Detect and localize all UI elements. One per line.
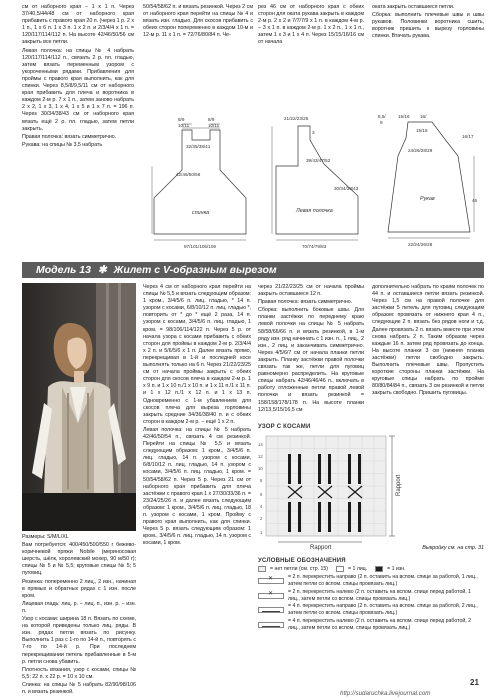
row-number: 10 bbox=[258, 466, 263, 471]
paragraph: через 21/22/23/25 см от начала проймы закрыть оставшиеся 12 п. bbox=[258, 284, 364, 298]
paragraph: Резинка: попеременно 2 лиц., 2 изн., начиная в прямых и обратных рядах с 1 изн. после кром. bbox=[22, 578, 136, 599]
paragraph: Размеры: S/M/L/XL bbox=[22, 534, 69, 540]
cable-right-icon bbox=[258, 607, 284, 613]
section-title: УСЛОВНЫЕ ОБОЗНАЧЕНИЯ bbox=[258, 558, 346, 564]
paragraph: Правая полочка: вязать симметрично. bbox=[258, 299, 353, 306]
paragraph: Сборка: выполнить плечевые швы и швы рукавов. Половинки воротника сшить, воротник пришить к вырезу горловины спинки. Втачать рукава. bbox=[372, 12, 484, 40]
legend-text: = 4 п. перекрестить направо (2 п. оставить на вспом. спице за работой, 2 лиц., затем петли со вспом. спицы провязать лиц.) bbox=[288, 603, 478, 617]
paragraph: Сборка: выполнить боковые швы. Для планки застёжки по переднему краю левой полочки на спицы № 5 набрать 58/58/66/66 п. и вязать резинкой, в 1-м ряду изн. ряд начинать с 1 изн. п., 1 лиц., 2 изн., 2 лиц. и заканчивать симметрично. Через 4/5/6/7 см от начала планки петли закрыть. Планку застёжки правой полочки связать так же, петли для пуговиц равномерно распределить. На круговые спицы набрать 42/46/46/46 п., включать в работу отложенные петли правой левой полочки и вязать резинкой = 158/158/178/178 п. На высоте планки 12/13,5/15/16,5 см bbox=[258, 307, 364, 413]
model-title-banner bbox=[22, 262, 484, 278]
piece-label: Рукав bbox=[420, 196, 435, 202]
model-photo bbox=[22, 283, 136, 531]
dimension-label: 39/43/47/52 bbox=[306, 158, 331, 163]
row-number: 12 bbox=[258, 454, 263, 459]
legend-text: = 4 п. перекрестить налево (2 п. оставить на вспом. спице перед работой, 2 лиц., затем петли со вспом. спицы провязать лиц.) bbox=[288, 618, 472, 632]
legend-text: = 2 п. перекрестить направо (2 п. оставить на вспом. спице за работой, 1 лиц., затем петли со вспом. спицы провязать лиц.) bbox=[288, 573, 478, 587]
dimension-label: 8/9 bbox=[208, 117, 215, 122]
text-column bbox=[372, 4, 484, 41]
cable-pattern-section bbox=[258, 424, 484, 557]
dimension-label: 21/22/23/25 bbox=[284, 116, 309, 121]
legend-item bbox=[258, 603, 484, 617]
pattern-reference: Выкройку см. на стр. 31 bbox=[422, 545, 484, 551]
row-number: 4 bbox=[260, 504, 263, 509]
dimension-label: 46 bbox=[472, 198, 478, 203]
legend-text: = нет петли (см. стр. 15) bbox=[270, 565, 329, 572]
row-number: 2 bbox=[260, 516, 263, 521]
dimension-label: 24/26/28/29 bbox=[408, 148, 433, 153]
paragraph: Лицевая гладь: лиц. р. − лиц. п., изн. р. − изн. п. bbox=[22, 600, 136, 614]
paragraph: Вам потребуется: 400/450/500/550 г бежево-коричневой пряжи Nobile (мериносовая шерсть, шёлк, королевский мохер, 90 м/50 г); спицы № 5 и № 5,5; круговые спицы № 5; 5 пуговиц. bbox=[22, 542, 136, 577]
piece-label: спинка bbox=[192, 210, 210, 216]
row-number: 6 bbox=[260, 492, 263, 497]
paragraph: Узор с косами: ширина 18 п. Вязать по схеме, на которой приведены только лиц. ряды. В изн. рядах петли вязать по рисунку. Выполнить 1 раз с 1-го по 14-й п., повторять с 7-го по 14-й р. При последнем перекрещивании петель прибавленные в 5-м р. петли снова убавить. bbox=[22, 616, 136, 665]
rapport-label: Rapport bbox=[310, 545, 332, 551]
paragraph: Спинка: на спицы № 5 набрать 82/90/98/106 п. и вязать резинкой. bbox=[22, 681, 136, 695]
dimension-label: 97/101/105/109 bbox=[184, 244, 216, 249]
text-column bbox=[258, 284, 364, 415]
paragraph: Левая полочка: на спицы № 4 набрать 120/117/114/112 п., связать 2 р. пл. гладью, затем вязать переменным узором с укороченными рядами. Прибавления для проймы с правого края выполнить, как для спинки. Через 8,5/8/9,5/11 см от наборного края прибавить для плеча и воротника в каждом 2-м р. 7 х 1 п., затем заново набрать 2 х 2, 1 х 3, 1 х 4, 1 х 5 и 1 х 7 п. = 196 п. Через 30/34/38/43 см от наборного края вязать ещё 2 р. пл. гладью, затем петли закрыть. bbox=[22, 47, 134, 132]
legend-item bbox=[258, 574, 484, 588]
row-number: 1 bbox=[260, 530, 263, 535]
cable-chart bbox=[258, 432, 484, 552]
row-number: 14 bbox=[258, 442, 263, 447]
star-icon: ✱ bbox=[97, 264, 107, 276]
dimension-label: 16/17 bbox=[462, 134, 474, 139]
text-column bbox=[22, 4, 134, 150]
paragraph: см от наборного края − 1 х 1 п. Через 37/40,5/44/48 см от наборного края прибавить с правого края 20 п. (через 1 р. 2 х 1 п., 1 х 6 п. 1 х 3 п. 1 х 2 п. и 2/3/4/4 х 1 п. = 120/117/114/112 п. На высоте 42/46/50/56 см закрыть все петли. bbox=[22, 4, 134, 46]
paragraph: дополнительно набрать по краям полочек по 44 п. и оставшиеся петли вязать резинкой. Через 1,5 см на правой полочке для застёжки 5 петель для пуговиц следующим образом: провязать от нижнего края 4 п., следующие 2 п. вязать без рядов ноги и т.д. Далее провязать 2 п. вязать вместе при этом снова набрать 2 п. Таким образом через каждые 16 п. затем ряд провязать до конца. На высоте планки 3 см (нижняя планка застёжки) петли свободно закрыть. Выполнить плечевые швы. Пропустить короткие стороны планки застёжки. На круговые спицы набрать по пройме 80/80/84/84 п., связать 3 см резинкой и петли закрыть свободно. Пришить пуговицы. bbox=[372, 284, 484, 397]
paragraph: Через 4 см от наборного края перейти на спицы № 5,5 и вязать следующим образом: 1 кром., 3/4/5/6 п. лиц. гладью, * 14 п. узором с косами, 6/8/10/12 п. лиц. гладью *, повторить от * до * ещё 2 раза, 14 п. узором с косами, 3/4/5/6 п. лиц. гладью, 1 кром. = 98/106/114/122 п. Через 5 р. от начала узора с косами прибавить с обеих сторон для проймы в каждом 2-м р. 2/3/4/4 х 2 п. и 5/6/5/6 х 1 п. Далее вязать прямо, перекрещивая в 1-й и последней косе выполнять только на 6 п. Через 21/22/23/25 см от начала проймы закрыть с обеих сторон для скосов плеча в каждом 2-м р. 1 х 9 п. и 1 х 10 п./1 х 10 п. и 1 х 11 п./1 х 11 п. и 1 х 12 п./1 х 12 п. и 1 х 13 п. Одновременно с 1-м убавлением для скосов плеча для выреза горловины закрыть средние 34/36/38/40 п. и с обеих сторон в каждом 2-м р. − ещё 1 х 2 п. bbox=[143, 284, 251, 425]
dimension-label: 15/16 bbox=[416, 128, 428, 133]
text-column bbox=[258, 4, 364, 48]
watermark: http://sudaruchka.livejournal.com bbox=[340, 690, 431, 697]
front-schematic bbox=[262, 110, 374, 260]
dimension-label: 3 bbox=[312, 130, 315, 135]
page-number: 21 bbox=[470, 678, 479, 687]
legend-item bbox=[258, 589, 484, 603]
paragraph: Правая полочка: вязать симметрично. bbox=[22, 133, 117, 140]
dimension-label: 8,5/ bbox=[378, 114, 386, 119]
legend-text: = 1 лиц. bbox=[348, 565, 368, 572]
no-stitch-icon bbox=[258, 566, 266, 572]
paragraph: Плотность вязания, узор с косами, спицы № 5,5: 22 п. х 22 р. = 10 х 10 см. bbox=[22, 666, 136, 680]
section-title: УЗОР С КОСАМИ bbox=[258, 424, 311, 430]
paragraph: Левая полочка: на спицы № 5 набрать 42/46/50/54 п., связать 4 см резинкой. Перейти на спицы № 5,5 и вязать следующим образом: 1 кром., 3/4/5/6 п. лиц. гладью, 14 п. узором с косами, 6/8/10/12 п. лиц. гладью, 14 п. узором с косами, 3/4/5/6 п. лиц. гладью, 1 кром. = 50/54/58/62 п. Через 5 р. Через 21 см от наборного края прибавить для плеча застёжки с правого края 1 х 27/30/33/36 п. = 23/24/25/26 п. и далее вязать следующим образом: 1 кром., 3/4/5/6 п. лиц. гладью, 18 п. узором с косами, 1 кром. Пройму с правого края выполнить, как для спинки. Через 5 р. вязать следующим образом: 1 кром., 3/4/5/6 п. лиц. гладью, 14 п. узором с косами, 1 кром. bbox=[143, 426, 251, 547]
dimension-label: 16/ bbox=[420, 114, 427, 119]
piece-label: Левая полочка bbox=[296, 208, 333, 214]
sleeve-schematic bbox=[372, 108, 484, 260]
dimension-label: 15/16 bbox=[398, 114, 410, 119]
dimension-label: 70/74/79/83 bbox=[302, 244, 327, 249]
dimension-label: 10/11 bbox=[178, 123, 190, 128]
cable-left-icon bbox=[258, 622, 284, 628]
text-column bbox=[143, 4, 253, 40]
legend-item bbox=[258, 618, 484, 632]
text-column bbox=[143, 284, 251, 548]
knit-icon bbox=[336, 566, 344, 572]
dimension-label: 9 bbox=[380, 120, 383, 125]
paragraph: рез 46 см от наборного края с обеих сторон для оката рукава закрыть в каждом 2-м р. 2 х 2 и 7/7/7/9 х 1 п. в каждом 4-м р. − 3 х 1 п. в каждом 2-м р. 1 х 2 п., 1 х 1 п., затем 1 х 3 и 1 х 4 п. Через 15/15/16/16 см от начала bbox=[258, 4, 364, 46]
purl-icon bbox=[375, 566, 383, 572]
model-title: Жилет с V-образным вырезом bbox=[113, 264, 277, 276]
legend-item bbox=[258, 566, 484, 573]
dimension-label: 10/11 bbox=[208, 123, 220, 128]
materials-column bbox=[22, 534, 136, 697]
dimension-label: 8/9 bbox=[178, 117, 185, 122]
dimension-label: 32/35/38/41 bbox=[186, 144, 211, 149]
dimension-label: 22/24/26/28 bbox=[408, 242, 433, 247]
paragraph: оката закрыть оставшиеся петли. bbox=[372, 4, 455, 10]
legend-text: = 1 изн. bbox=[387, 565, 406, 572]
cross-right-icon bbox=[258, 578, 284, 584]
cross-left-icon bbox=[258, 593, 284, 599]
paragraph: Рукава: на спицы № 3,5 набрать bbox=[22, 141, 103, 148]
paragraph: 50/54/58/62 п. и вязать резинкой. Через 2 см от наборного края перейти на спицы № 4 и вязать изн. гладью. Для скосов прибавить с обеих сторон попеременно в каждом 10-м и 12-м р. 11 х 1 п. = 72/76/80/84 п. Че- bbox=[143, 4, 253, 39]
back-schematic bbox=[134, 110, 264, 260]
rapport-label: Rapport bbox=[396, 474, 402, 496]
legend-text: = 2 п. перекрестить налево (2 п. оставить на вспом. спице перед работой, 1 лиц., затем петли со вспом. спицы провязать лиц.) bbox=[288, 588, 472, 602]
text-column bbox=[372, 284, 484, 399]
symbol-legend bbox=[258, 558, 484, 632]
model-number: Модель 13 bbox=[36, 264, 91, 276]
photo-illustration bbox=[22, 283, 136, 531]
row-number: 8 bbox=[260, 478, 263, 483]
dimension-label: 42/46/50/56 bbox=[176, 172, 201, 177]
dimension-label: 30/34/38/43 bbox=[334, 186, 359, 191]
